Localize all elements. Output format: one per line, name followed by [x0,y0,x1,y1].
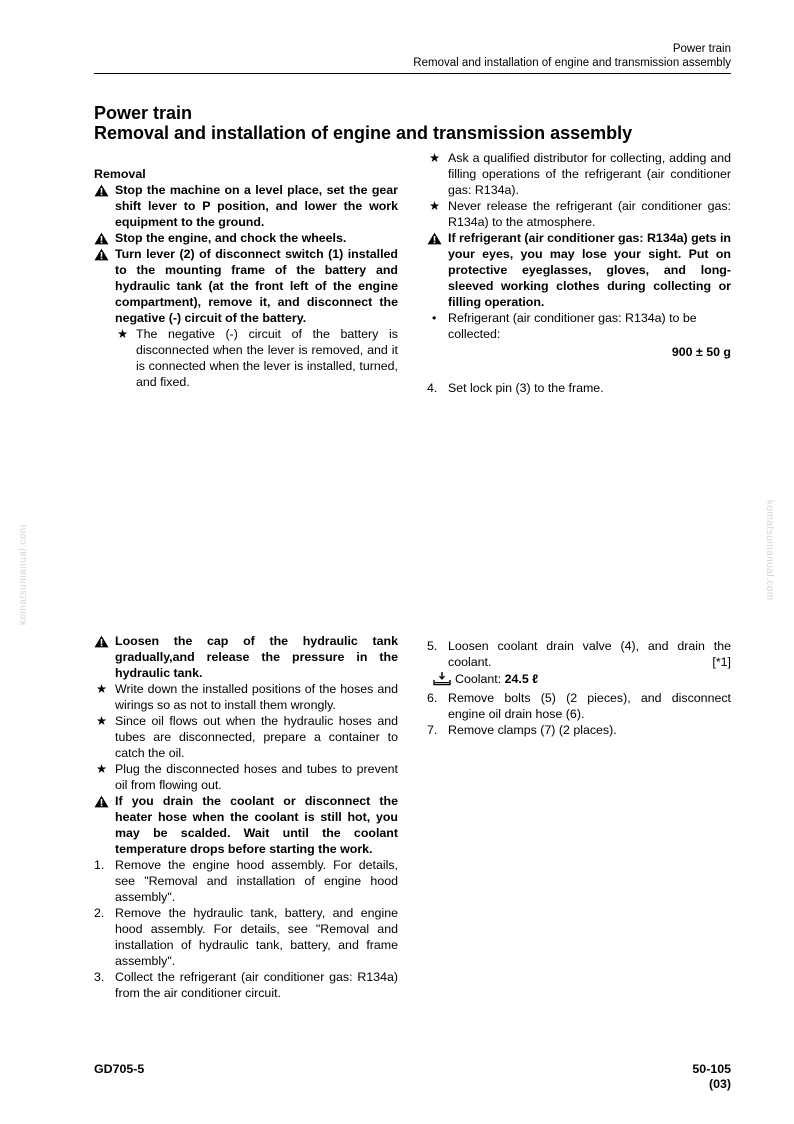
step-text: Remove the engine hood assembly. For details, see "Removal and installation of engine hood assembly". [115,858,398,904]
warning-disconnect-switch [94,246,398,326]
warning-triangle-icon [94,184,109,197]
star-icon: ★ [429,151,441,165]
note-never-release [427,198,731,230]
title-line-1: Power train [94,103,193,123]
bottom-right-column [427,638,731,738]
note-text: Ask a qualified distributor for collecting, adding and filling operations of the refrigerant (air conditioner gas: R134a). [448,151,731,197]
step-text: Collect the refrigerant (air conditioner gas: R134a) from the air conditioner circuit. [115,970,398,1000]
star-icon: ★ [96,682,108,696]
bullet-refrigerant-amount [427,310,731,342]
step-number: 6. [427,691,438,705]
warning-text: Stop the machine on a level place, set the gear shift lever to P position, and lower the work equipment to the ground. [115,183,398,229]
watermark-left: komatsumanual.com [18,524,29,625]
bottom-left-column [94,633,398,1001]
footer-revision: (03) [708,1077,731,1091]
step-reference: [*1] [712,655,731,669]
footer-page-info [692,1062,731,1092]
step-1 [94,857,398,905]
step-number: 2. [94,906,105,920]
watermark-right: komatsumanual.com [764,500,775,601]
warning-stop-machine [94,182,398,230]
step-6 [427,690,731,722]
note-plug-hoses [94,761,398,793]
step-4 [427,380,731,396]
warning-text: If refrigerant (air conditioner gas: R134a) gets in your eyes, you may lose your sight. Put on protective eyeglasses, gloves, and long-sleeved working clothes during collecting or filling operation. [448,231,731,309]
warning-text: Loosen the cap of the hydraulic tank gradually,and release the pressure in the hydraulic tank. [115,634,398,680]
warning-triangle-icon [94,795,109,808]
step-2 [94,905,398,969]
step-5 [427,638,731,670]
warning-triangle-icon [94,248,109,261]
bullet-icon: • [432,311,437,325]
note-hose-positions [94,681,398,713]
footer-page-number: 50-105 [692,1062,731,1076]
drain-pan-icon [433,671,451,686]
step-number: 1. [94,858,105,872]
note-text: Since oil flows out when the hydraulic hoses and tubes are disconnected, prepare a container to catch the oil. [115,714,398,760]
footer-model: GD705-5 [94,1062,145,1076]
warning-hot-coolant [94,793,398,857]
warning-triangle-icon [94,232,109,245]
star-icon: ★ [429,199,441,213]
step-text: Remove clamps (7) (2 places). [448,723,617,737]
step-text: Remove the hydraulic tank, battery, and engine hood assembly. For details, see "Removal and installation of hydraulic tank, battery, and frame assembly". [115,906,398,968]
note-battery-circuit [115,326,398,390]
warning-text: Turn lever (2) of disconnect switch (1) installed to the mounting frame of the battery and hydraulic tank (at the front left of the engine compartment), remove it, and disconnect the negative (-) circuit of the battery. [115,247,398,325]
note-text: Never release the refrigerant (air conditioner gas: R134a) to the atmosphere. [448,199,731,229]
coolant-amount [427,671,731,687]
header-rule [94,73,731,74]
step-text: Set lock pin (3) to the frame. [448,381,604,395]
step-7 [427,722,731,738]
note-oil-container [94,713,398,761]
note-text: Write down the installed positions of the hoses and wirings so as not to install them wrongly. [115,682,398,712]
top-right-column [427,150,731,396]
note-text: The negative (-) circuit of the battery is disconnected when the lever is removed, and it is connected when the lever is installed, turned, and fixed. [136,327,398,389]
note-qualified-distributor [427,150,731,198]
bullet-text: Refrigerant (air conditioner gas: R134a) to be collected: [448,311,697,341]
star-icon: ★ [117,327,129,341]
warning-stop-engine [94,230,398,246]
running-header [413,42,731,70]
header-section: Power train [672,43,731,55]
warning-text: If you drain the coolant or disconnect the heater hose when the coolant is still hot, you may be scalded. Wait until the coolant temperature drops before starting the work. [115,794,398,856]
coolant-value: 24.5 ℓ [504,672,539,686]
top-left-column [94,166,398,390]
refrigerant-amount: 900 ± 50 g [671,345,731,359]
warning-triangle-icon [94,635,109,648]
warning-triangle-icon [427,232,442,245]
step-number: 4. [427,381,438,395]
warning-text: Stop the engine, and chock the wheels. [115,231,347,245]
note-text: Plug the disconnected hoses and tubes to prevent oil from flowing out. [115,762,398,792]
title-line-2: Removal and installation of engine and transmission assembly [94,123,633,143]
coolant-label: Coolant: [455,672,502,686]
step-text: Remove bolts (5) (2 pieces), and disconnect engine oil drain hose (6). [448,691,731,721]
removal-heading: Removal [94,167,146,181]
page-title [94,103,632,143]
star-icon: ★ [96,762,108,776]
star-icon: ★ [96,714,108,728]
step-number: 3. [94,970,105,984]
step-number: 5. [427,639,438,653]
warning-hydraulic-cap [94,633,398,681]
warning-refrigerant-eyes [427,230,731,310]
step-3 [94,969,398,1001]
header-subsection: Removal and installation of engine and transmission assembly [413,57,731,69]
step-number: 7. [427,723,438,737]
step-text: Loosen coolant drain valve (4), and drain the coolant. [448,639,731,669]
